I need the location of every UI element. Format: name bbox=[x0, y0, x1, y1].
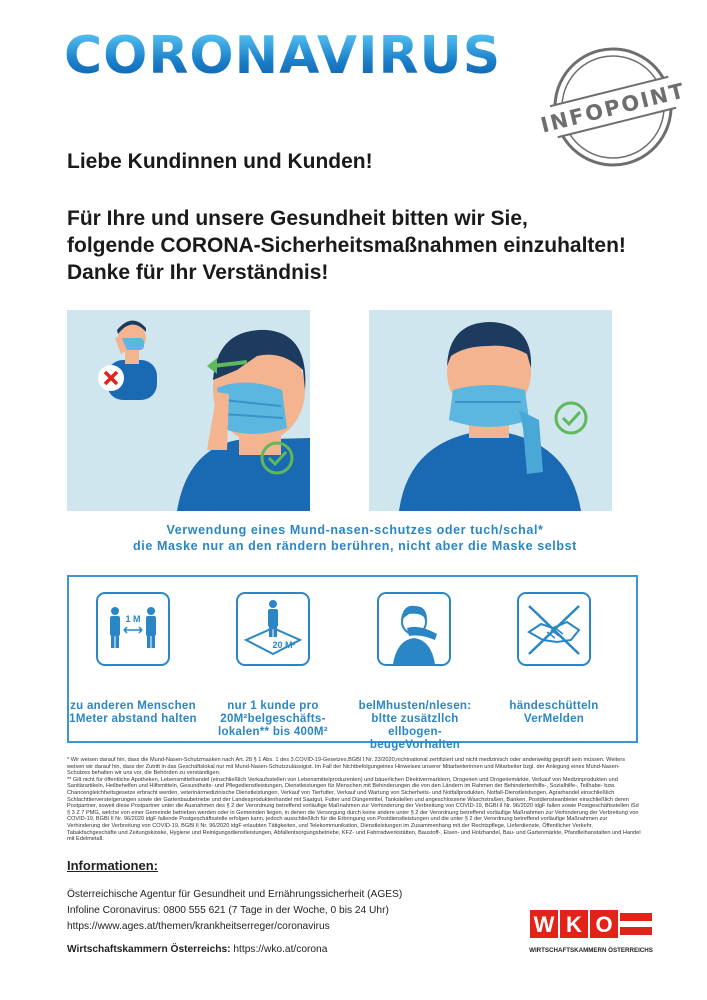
distance-text: 1 M bbox=[125, 614, 141, 624]
svg-text:W: W bbox=[533, 912, 555, 937]
mask-caption-line-1: Verwendung eines Mund-nasen-schutzes oder tuch/schal* bbox=[166, 523, 544, 537]
wko-logo bbox=[530, 910, 652, 962]
rule-label-distance: zu anderen Menschen 1Meter abstand halten bbox=[69, 700, 197, 725]
distance-icon bbox=[96, 592, 170, 666]
wko-subtitle: WIRTSCHAFTSKAMMERN ÖSTERREICHS bbox=[529, 947, 653, 954]
footnote-2: ** Gilt nicht für öffentliche Apotheken, Lebensmittelhandel (einschließlich Verkaufsstellen von Lebensmittelproduzenten) und bäuerlichen Direktvermarktern, Drogerien und Drogeriemärkte, Verkauf von Medizinprodukten und Sanitärartikeln, Heilbehelfen und Hilfsmitteln, Gesundheits- und Pflegedienstleistungen, Dienstleistungen für Menschen mit Behinderungen die von den Ländern im Rahmen der Behindertenhilfe-, Sozialhilfe-, Teilhabe- bzw. Chancengleichheitsgesetze erbracht werden, veterinärmedizinische Dienstleistungen, Verkauf von Tierfutter, Verkauf und Wartung von Sicherheits- und Notfallprodukten, Notfall-Dienstleistungen, Agrarhandel einschließlich Schlachttierversteigerungen sowie der Gartenbaubetriebe und der Landesproduktenhandel mit Saatgut, Futter und Düngemittel, Tankstellen und angeschlossene Waschstraßen, Banken, Postdiensteanbieter einschließlich deren Postpartner, soweit diese Postpartner unter die Ausnahmen des § 2 der Verordnung betreffend vorläufige Maßnahmen zur Verhinderung der Verbreitung von COVID-19, BGBl II Nr. 96/2020 idgF fallen sowie Postgeschäftsstellen iSd § 3 Z 7 PMG, welche von einer Gemeinde betrieben werden oder in Gemeinden liegen, in denen die Versorgung durch keine andere unter § 2 der Verordnung betreffend vorläufige Maßnahmen zur Verhinderung der Verbreitung von COVID-19, BGBl II Nr. 96/2020 idgF fallende Postgeschäftsstelle erfolgen kann, jedoch ausschließlich für die Erbringung von Postdienstleistungen und die unter § 2 der Verordnung betreffend vorläufige Maßnahmen zur Verhinderung der Verbreitung von COVID-19, BGBl II Nr. 96/2020 idgF erlaubten Tätigkeiten, und Telekommunikation, Dienstleistungen im Zusammenhang mit der Rechtspflege, Lieferdienste, Öffentlicher Verkehr, Tabakfachgeschäfte und Zeitungskioske, Hygiene und Reinigungsdienstleistungen, Abfallentsorgungsbetriebe, KFZ- und Fahrradwerkstätten, Baustoff-, Eisen- und Holzhandel, Bau- und Gartenmärkte, Pfandleihanstalten und Handel mit Edelmetall. bbox=[67, 776, 641, 843]
page-title: CORONAVIRUS bbox=[64, 26, 502, 86]
greeting: Liebe Kundinnen und Kunden! bbox=[67, 150, 373, 173]
info-ages: Österreichische Agentur für Gesundheit und Ernährungssicherheit (AGES) bbox=[67, 889, 403, 900]
headline-line-1: Für Ihre und unsere Gesundheit bitten wir Sie, bbox=[67, 207, 528, 230]
svg-text:O: O bbox=[595, 912, 613, 937]
info-ages-link[interactable]: https://www.ages.at/themen/krankheitserreger/coronavirus bbox=[67, 921, 330, 932]
area-text: 20 M² bbox=[272, 640, 296, 650]
headline-line-3: Danke für Ihr Verständnis! bbox=[67, 261, 329, 284]
mask-caption-line-2: die Maske nur an den rändern berühren, nicht aber die Maske selbst bbox=[133, 539, 577, 553]
info-heading: Informationen: bbox=[67, 858, 158, 873]
info-wko: Wirtschaftskammern Österreichs: https://wko.at/corona bbox=[67, 944, 328, 955]
rule-label-cough: belMhusten/nlesen: bltte zusätzllch ellbogen-beugeVorhalten bbox=[358, 700, 472, 751]
infopoint-stamp bbox=[538, 42, 689, 172]
rule-label-handshake: händeschütteln VerMelden bbox=[509, 700, 599, 725]
area-icon bbox=[236, 592, 310, 666]
mask-handling-illustration bbox=[67, 310, 310, 511]
info-hotline: Infoline Coronavirus: 0800 555 621 (7 Tage in der Woche, 0 bis 24 Uhr) bbox=[67, 905, 389, 916]
headline-line-2: folgende CORONA-Sicherheitsmaßnahmen einzuhalten! bbox=[67, 234, 626, 257]
cough-icon bbox=[377, 592, 451, 666]
rule-label-area: nur 1 kunde pro 20M²belgeschäfts- lokalen** bis 400M² bbox=[218, 700, 328, 738]
scarf-illustration bbox=[369, 310, 612, 511]
no-handshake-icon bbox=[517, 592, 591, 666]
wko-link[interactable]: https://wko.at/corona bbox=[233, 944, 328, 955]
footnote-1: * Wir weisen darauf hin, dass die Mund-Nasen-Schutzmasken nach Art. 28 § 1 Abs. 1 des 3.COVID-19-Gesetzes,BGBl I Nr. 23/2020,nichtnational zertifiziert und nicht medizinisch oder anderweitig geprüft sein müssen. Weiters weisen wir darauf hin, dass der Zutritt in das Geschäftslokal nur mit Mund-Nasen-Schutzzulässigist. Im Fall der Nichtbefolgungeines Hinweises unserer Mitarbeiterinnen und Mitarbeiter bzgl. der Anlegung eines Mund-Nasen-Schutzes behalten wir uns vor, die Behörden zu verständigen. bbox=[67, 757, 625, 777]
svg-text:INFOPOINT: INFOPOINT bbox=[538, 78, 689, 138]
svg-text:K: K bbox=[566, 912, 582, 937]
footnotes bbox=[67, 757, 641, 843]
